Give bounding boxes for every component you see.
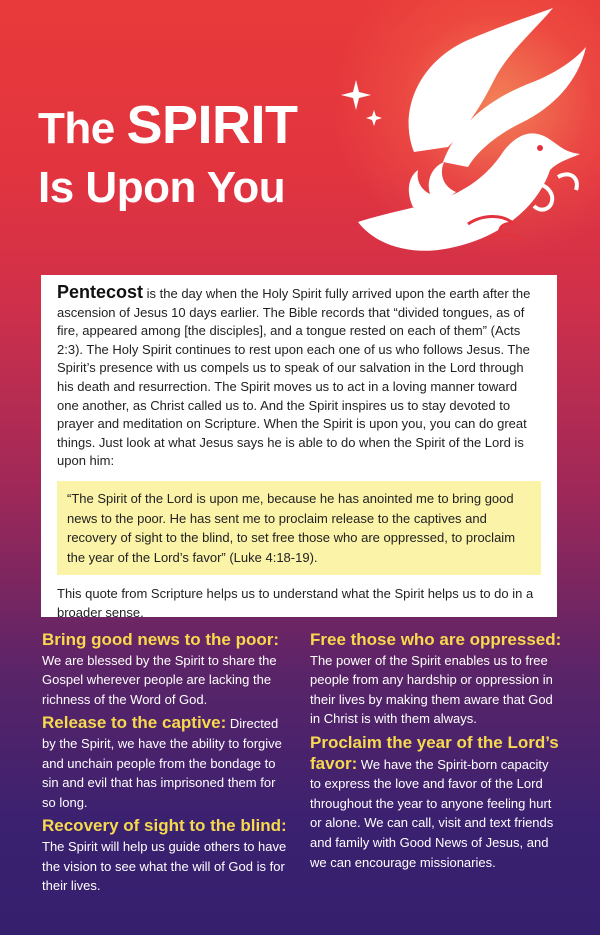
right-column: [310, 630, 562, 876]
intro-lead: Pentecost: [57, 282, 144, 302]
intro-after: This quote from Scripture helps us to understand what the Spirit helps us to do in a broader sense.: [57, 586, 534, 620]
section-free-oppressed: [310, 630, 562, 729]
dove-of-fire-icon: [318, 2, 593, 257]
left-column: [42, 630, 292, 900]
title-prefix: The: [38, 104, 115, 153]
section-heading: Release to the captive:: [42, 713, 227, 733]
section-lords-favor: [310, 733, 562, 872]
scripture-quote: “The Spirit of the Lord is upon me, because he has anointed me to bring good news to the poor. He has sent me to proclaim release to the captives and recovery of sight to the blind, to set free those who are oppressed, to proclaim the year of the Lord’s favor” (Luke 4:18-19).: [57, 481, 541, 575]
section-sight: [42, 816, 292, 895]
sparkle-icon: [341, 80, 382, 126]
section-good-news: [42, 630, 292, 709]
section-release: [42, 713, 292, 812]
section-heading: Bring good news to the poor:: [42, 630, 280, 649]
section-text: The Spirit will help us guide others to have the vision to see what the will of God is for their lives.: [42, 838, 287, 894]
section-text: Directed by the Spirit, we have the ability to forgive and unchain people from the bondage to sin and evil that has imprisoned them for so long.: [42, 716, 282, 810]
section-heading: Proclaim the year of the Lord’s favor:: [310, 732, 559, 773]
section-text: We have the Spirit-born capacity to express the love and favor of the Lord throughout the year to anyone feeling hurt or alone. We can call, visit and text friends and family with Good News of Jesus, and we can encourage missionaries.: [310, 756, 554, 870]
title-line2: Is Upon You: [38, 163, 286, 212]
title-spirit: SPIRIT: [126, 95, 298, 155]
intro-card: [41, 275, 557, 620]
section-text: We are blessed by the Spirit to share the Gospel wherever people are lacking the richness of the Word of God.: [42, 652, 277, 707]
intro-paragraph: [57, 283, 541, 471]
section-text: The power of the Spirit enables us to free people from any hardship or oppression in their lives by making them aware that God in Christ is with them always.: [310, 652, 553, 727]
page-title: [38, 95, 298, 212]
section-heading: Free those who are oppressed:: [310, 630, 562, 649]
intro-body: is the day when the Holy Spirit fully arrived upon the earth after the ascension of Jesus 10 days earlier. The Bible records that “divided tongues, as of fire, appeared among [the disciples], and a tongue rested on each of them” (Acts 2:3). The Holy Spirit continues to rest upon each one of us who follows Jesus. The Spirit’s presence with us compels us to speak of our salvation in the Lord through his death and resurrection. The Spirit moves us to act in a loving manner toward one another, as Christ called us to. And the Spirit inspires us to stay devoted to prayer and meditation on Scripture. When the Spirit is upon you, you can do great things. Just look at what Jesus says he is able to do when the Spirit of the Lord is upon him:: [57, 286, 531, 469]
section-heading: Recovery of sight to the blind:: [42, 816, 287, 836]
